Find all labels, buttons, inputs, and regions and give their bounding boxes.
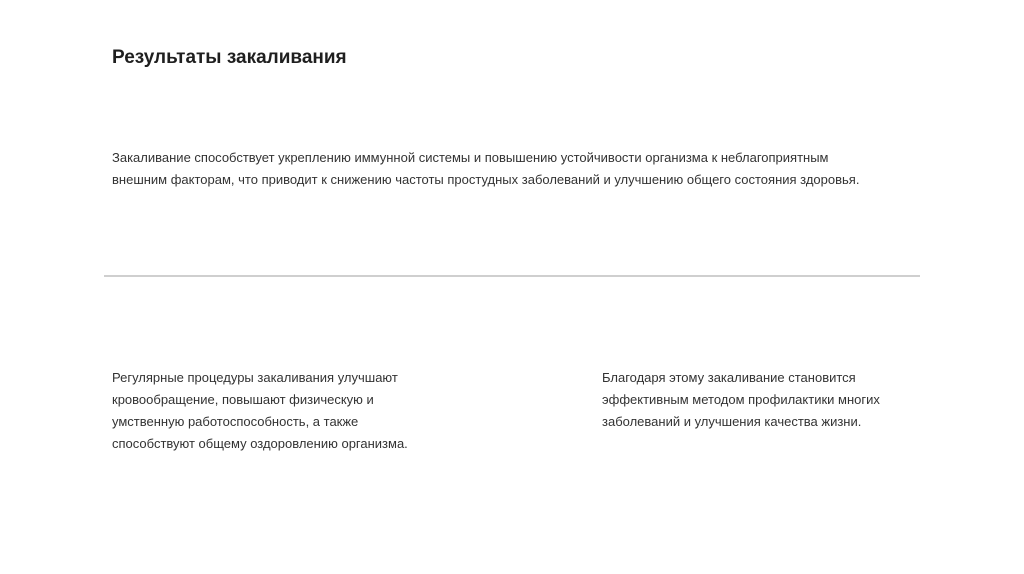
intro-paragraph: Закаливание способствует укреплению иммунной системы и повышению устойчивости организма к неблагоприятным внешним факторам, что приводит к снижению частоты простудных заболеваний и улучшению общего состояния здоровья.: [112, 150, 860, 187]
slide-title: Результаты закаливания: [112, 47, 347, 68]
section-divider: [104, 275, 920, 277]
right-column-text: Благодаря этому закаливание становится эффективным методом профилактики многих заболеваний и улучшения качества жизни.: [602, 370, 880, 429]
left-column-text: Регулярные процедуры закаливания улучшают кровообращение, повышают физическую и умственную работоспособность, а также способствуют общему оздоровлению организма.: [112, 370, 408, 451]
